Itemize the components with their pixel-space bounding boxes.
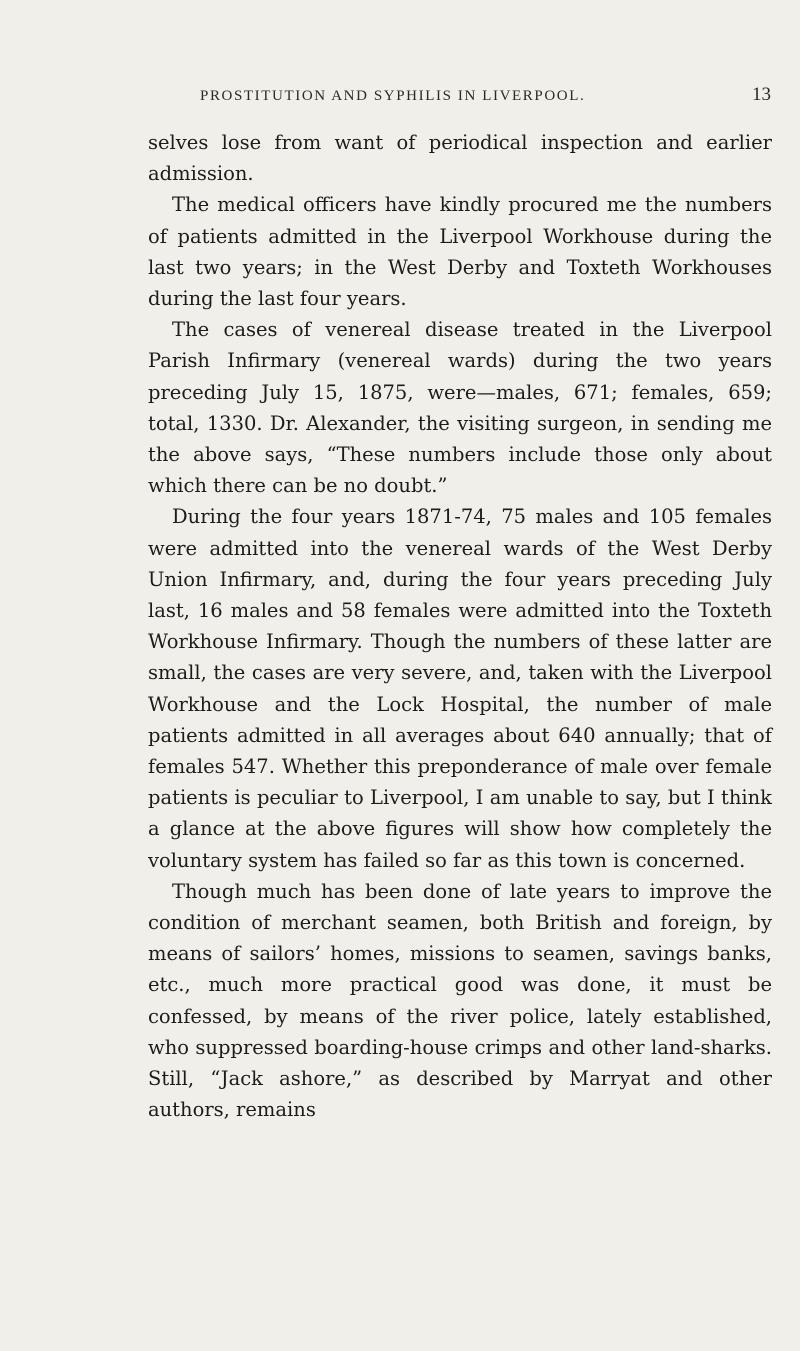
paragraph-merchant-seamen: Though much has been done of late years to improve the condition of merchant seamen, both British and foreign, by means of sailors’ homes, missions to seamen, savings banks, etc., much more practical good was done, it must be confessed, by means of the river police, lately established, who suppressed boarding-house crimps and other land-sharks. Still, “Jack ashore,” as described by Marryat and other authors, remains [148,879,772,1122]
paragraph-west-derby-toxteth: During the four years 1871-74, 75 males and 105 females were admitted into the venereal wards of the West Derby Union Infirmary, and, during the four years preceding July last, 16 males and 58 females were admitted into the Toxteth Workhouse Infirmary. Though the numbers of these latter are small, the cases are very severe, and, taken with the Liverpool Workhouse and the Lock Hospital, the number of male patients admitted in all averages about 640 annually; that of females 547. Whether this preponderance of male over female patients is peculiar to Liverpool, I am unable to say, but I think a glance at the above figures will show how completely the voluntary system has failed so far as this town is concerned. [148,505,772,872]
running-head: PROSTITUTION AND SYPHILIS IN LIVERPOOL. [200,88,586,104]
paragraph-continuation: selves lose from want of periodical inspection and earlier admission. [148,131,772,186]
page-number: 13 [752,84,771,105]
paragraph-workhouse-numbers: The medical officers have kindly procured me the numbers of patients admitted in the Liverpool Workhouse during the last two years; in the West Derby and Toxteth Workhouses during the last four years. [148,193,772,311]
body-text [148,127,772,1126]
paragraph-parish-infirmary: The cases of venereal disease treated in the Liverpool Parish Infirmary (venereal wards) during the two years preceding July 15, 1875, were—males, 671; females, 659; total, 1330. Dr. Alexander, the visiting surgeon, in sending me the above says, “These numbers include those only about which there can be no doubt.” [148,318,772,498]
